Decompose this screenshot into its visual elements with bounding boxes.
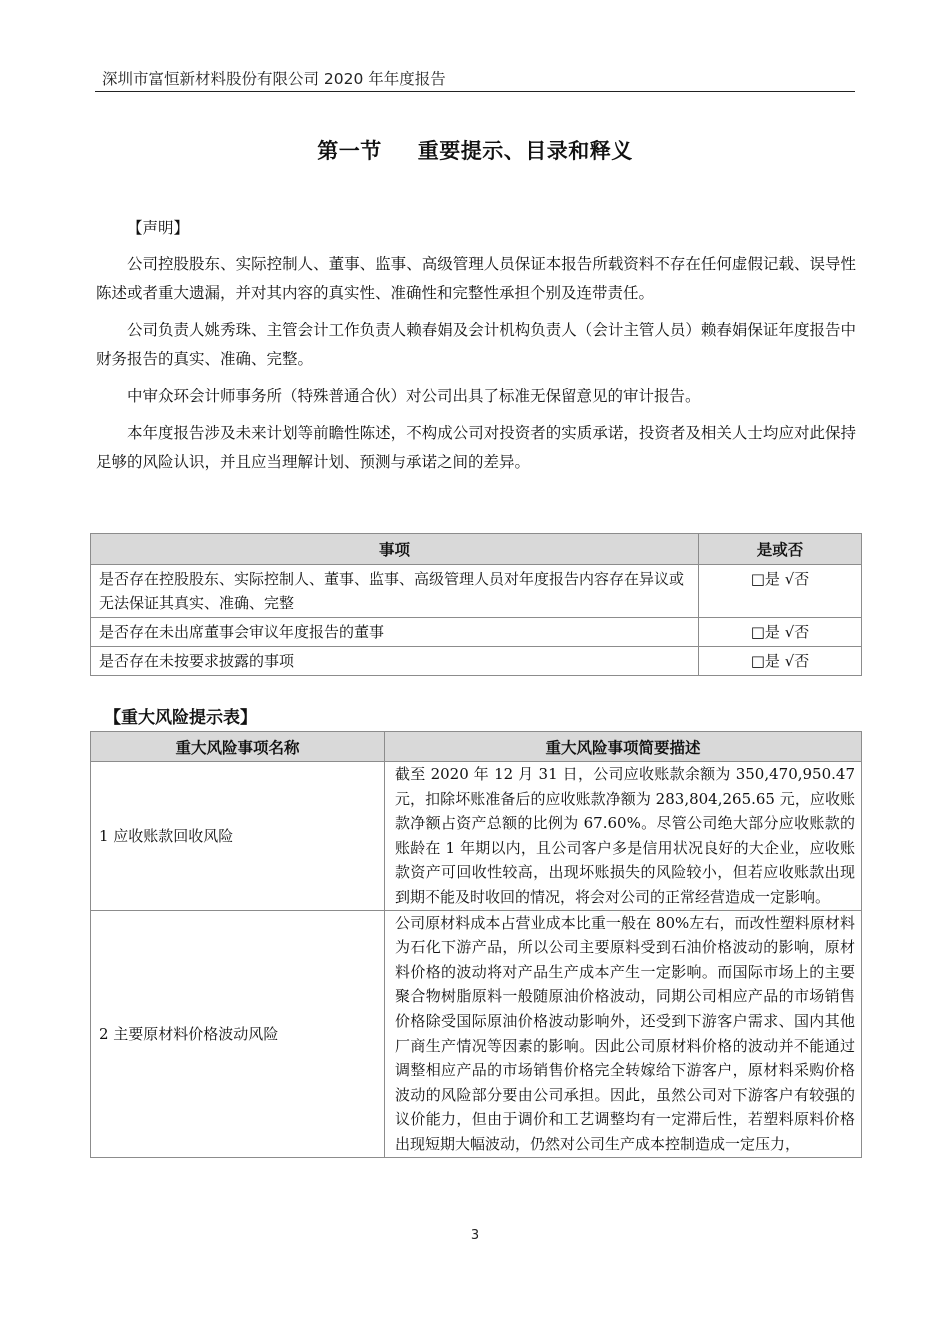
section-heading: 重要提示、目录和释义: [417, 139, 633, 163]
declaration-block: [96, 214, 856, 485]
table-row: [91, 647, 862, 676]
table-header-row: [91, 534, 862, 565]
risk-name-cell: 2 主要原材料价格波动风险: [91, 910, 385, 1157]
report-header-title: 深圳市富恒新材料股份有限公司 2020 年年度报告: [102, 70, 446, 88]
risk-desc-cell: 截至 2020 年 12 月 31 日，公司应收账款余额为 350,470,950.47 元，扣除坏账准备后的应收账款净额为 283,804,265.65 元，应收账款净额占资产总额的比例为 67.60%。尽管公司绝大部分应收账款的账龄在 1 年期以内，且公司客户多是信用状况良好的大企业，应收账款资产可回收性较高，出现坏账损失的风险较小，但若应收账款出现到期不能及时收回的情况，将会对公司的正常经营造成一定影响。: [385, 762, 862, 911]
section-number: 第一节: [317, 139, 382, 163]
column-header-risk-desc: 重大风险事项简要描述: [385, 732, 862, 762]
confirm-item-cell: 是否存在未出席董事会审议年度报告的董事: [91, 618, 699, 647]
table-row: [91, 565, 862, 618]
declaration-paragraph: 公司负责人姚秀珠、主管会计工作负责人赖春娟及会计机构负责人（会计主管人员）赖春娟保证年度报告中财务报告的真实、准确、完整。: [96, 321, 856, 368]
risk-name-cell: 1 应收账款回收风险: [91, 762, 385, 911]
risk-table-heading: 【重大风险提示表】: [104, 708, 257, 728]
declaration-title: 【声明】: [127, 219, 190, 237]
declaration-paragraph: 本年度报告涉及未来计划等前瞻性陈述，不构成公司对投资者的实质承诺，投资者及相关人士均应对此保持足够的风险认识，并且应当理解计划、预测与承诺之间的差异。: [96, 424, 856, 471]
confirmation-table: [90, 533, 862, 676]
table-header-row: [91, 732, 862, 762]
section-title: [0, 134, 950, 168]
column-header-answer: 是或否: [699, 534, 862, 565]
declaration-paragraph: 公司控股股东、实际控制人、董事、监事、高级管理人员保证本报告所载资料不存在任何虚假记载、误导性陈述或者重大遗漏，并对其内容的真实性、准确性和完整性承担个别及连带责任。: [96, 255, 856, 302]
confirm-item-cell: 是否存在控股股东、实际控制人、董事、监事、高级管理人员对年度报告内容存在异议或无法保证其真实、准确、完整: [91, 565, 699, 618]
column-header-item: 事项: [91, 534, 699, 565]
header-divider: [95, 91, 855, 92]
table-row: [91, 910, 862, 1157]
risk-table: [90, 731, 862, 1158]
confirm-answer-cell: □是 √否: [699, 565, 862, 618]
declaration-paragraph: 中审众环会计师事务所（特殊普通合伙）对公司出具了标准无保留意见的审计报告。: [127, 387, 701, 405]
risk-desc-cell: 公司原材料成本占营业成本比重一般在 80%左右，而改性塑料原材料为石化下游产品，所以公司主要原料受到石油价格波动的影响，原材料价格的波动将对产品生产成本产生一定影响。而国际市场上的主要聚合物树脂原料一般随原油价格波动，同期公司相应产品的市场销售价格除受国际原油价格波动影响外，还受到下游客户需求、国内其他厂商生产情况等因素的影响。因此公司原材料价格的波动并不能通过调整相应产品的市场销售价格完全转嫁给下游客户，原材料采购价格波动的风险部分要由公司承担。因此，虽然公司对下游客户有较强的议价能力，但由于调价和工艺调整均有一定滞后性，若塑料原料价格出现短期大幅波动，仍然对公司生产成本控制造成一定压力，: [385, 910, 862, 1157]
confirm-answer-cell: □是 √否: [699, 647, 862, 676]
column-header-risk-name: 重大风险事项名称: [91, 732, 385, 762]
confirm-item-cell: 是否存在未按要求披露的事项: [91, 647, 699, 676]
confirm-answer-cell: □是 √否: [699, 618, 862, 647]
page-number: 3: [470, 1228, 480, 1243]
table-row: [91, 618, 862, 647]
table-row: [91, 762, 862, 911]
